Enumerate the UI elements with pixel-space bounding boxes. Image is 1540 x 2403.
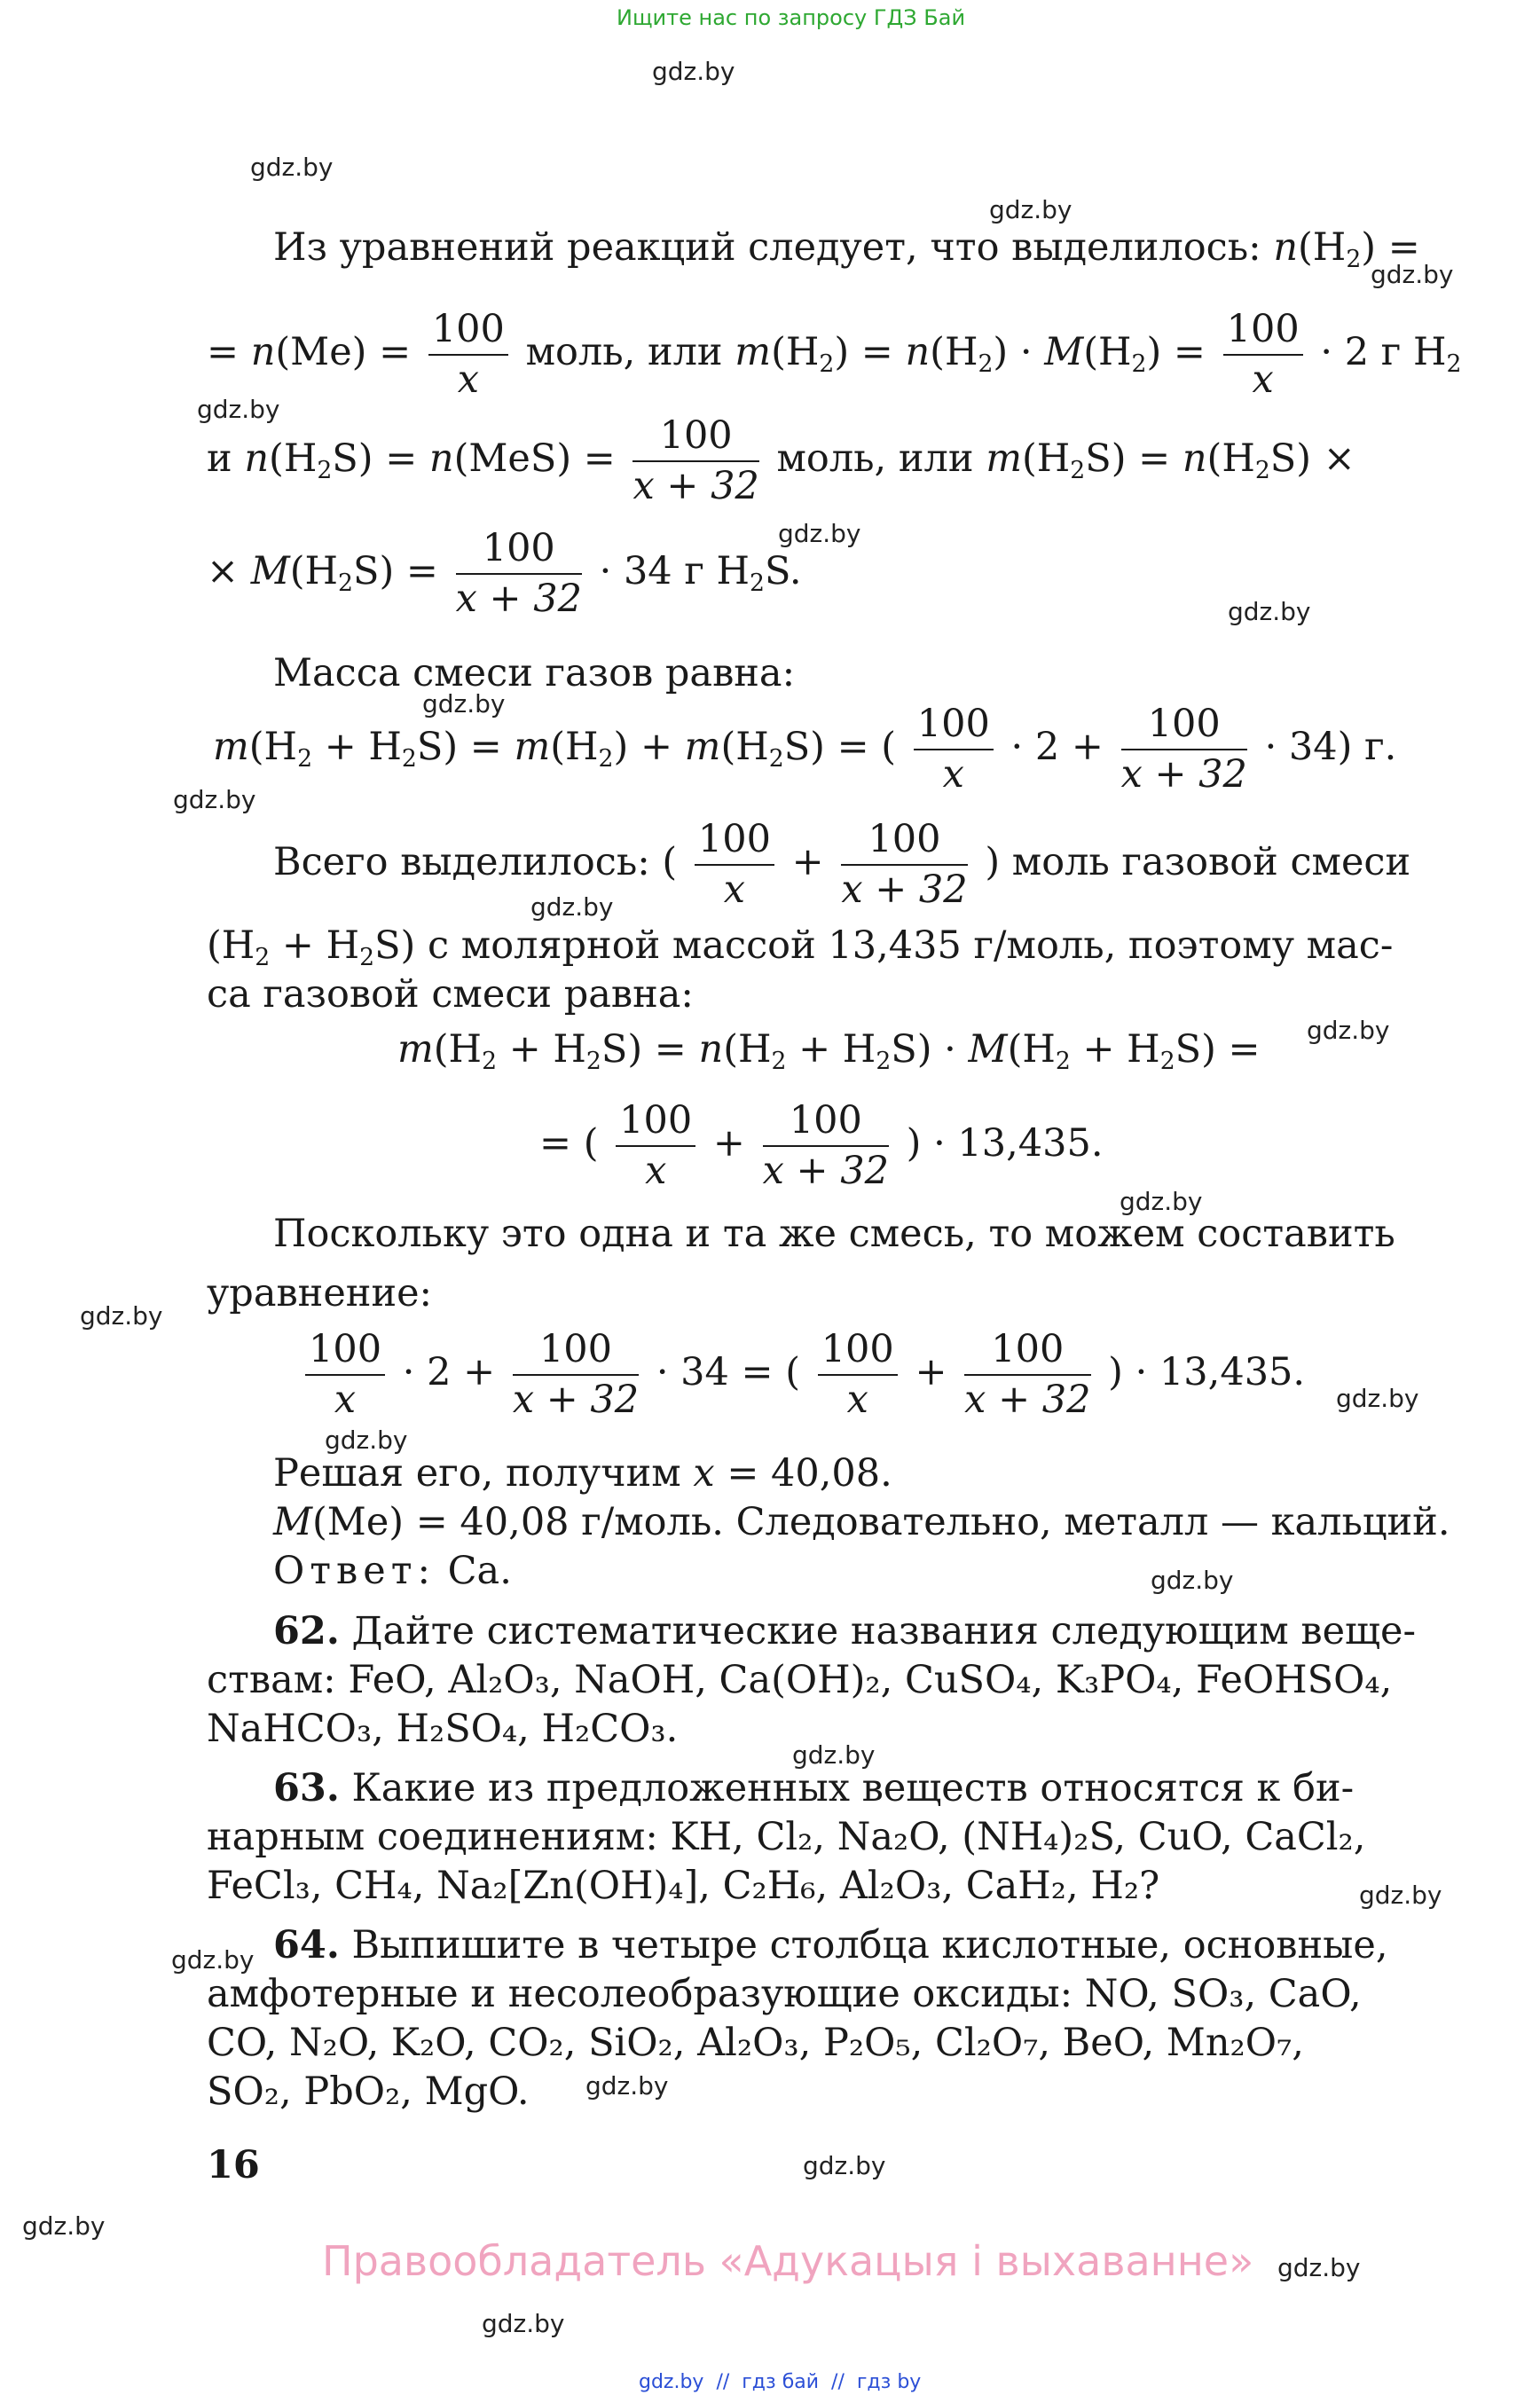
fraction: $\frac{100}{x + 32}$: [455, 526, 582, 621]
text-line: Масса смеси газов равна:: [273, 651, 796, 695]
fraction: $\frac{100}{x}$: [695, 821, 774, 909]
watermark: gdz.by: [422, 689, 506, 719]
task-63-line: 63. Какие из предложенных веществ относятся к би-: [273, 1766, 1355, 1810]
formula-line: = ( $\frac{100}{x}$ + $\frac{100}{x + 32}$ ) · 13,435.: [539, 1098, 1104, 1193]
text-line: M(Me) = 40,08 г/моль. Следовательно, металл — кальций.: [273, 1500, 1450, 1544]
watermark: gdz.by: [22, 2211, 106, 2241]
watermark: gdz.by: [250, 153, 334, 182]
watermark: gdz.by: [989, 195, 1072, 224]
page-number: 16: [207, 2143, 260, 2187]
watermark: gdz.by: [1371, 260, 1454, 289]
watermark: gdz.by: [803, 2151, 886, 2180]
task-63-line: FeCl₃, CH₄, Na₂[Zn(OH)₄], C₂H₆, Al₂O₃, CaH₂, H₂?: [207, 1864, 1160, 1908]
answer-line: Ответ: Ca.: [273, 1549, 512, 1593]
fraction: $\frac{100}{x + 32}$: [964, 1327, 1091, 1422]
formula-line: = n(Me) = $\frac{100}{x}$ моль, или $m(H_2) = n(H_2) \cdot M(H_2)$ = $\frac{100}{x}$ · 2 г $H_2$: [207, 307, 1462, 402]
fraction: $\frac{100}{x}$: [1223, 310, 1303, 399]
watermark: gdz.by: [482, 2309, 565, 2338]
watermark: gdz.by: [652, 57, 735, 86]
text-line: са газовой смеси равна:: [207, 972, 694, 1017]
task-64-line: амфотерные и несолеобразующие оксиды: NO, SO₃, CaO,: [207, 1972, 1362, 2016]
watermark: gdz.by: [778, 519, 861, 548]
text-line: $(H_2 + H_2S)$ с молярной массой 13,435 г/моль, поэтому мас-: [207, 923, 1394, 971]
task-62-line: NaHCO₃, H₂SO₄, H₂CO₃.: [207, 1707, 679, 1751]
fraction: $\frac{100}{x}$: [305, 1331, 385, 1419]
formula-line: × $M(H_2S)$ = $\frac{100}{x + 32}$ · 34 г $H_2S$.: [207, 526, 802, 621]
text-line: уравнение:: [207, 1271, 433, 1315]
watermark: gdz.by: [530, 892, 614, 922]
formula-line: Всего выделилось: ( $\frac{100}{x}$ + $\frac{100}{x + 32}$ ) моль газовой смеси: [273, 817, 1411, 912]
fraction: $\frac{100}{x + 32}$: [1120, 702, 1247, 797]
watermark: gdz.by: [1228, 597, 1311, 626]
fraction: $\frac{100}{x}$: [428, 310, 508, 399]
top-banner[interactable]: Ищите нас по запросу ГДЗ Бай: [617, 5, 966, 30]
watermark: gdz.by: [173, 785, 256, 814]
watermark: gdz.by: [1277, 2253, 1361, 2282]
fraction: $\frac{100}{x + 32}$: [762, 1098, 889, 1193]
watermark: gdz.by: [197, 395, 280, 424]
formula-line: и $n(H_2S) = n(MeS)$ = $\frac{100}{x + 32}$ моль, или $m(H_2S) = n(H_2S)$ ×: [207, 413, 1355, 508]
watermark: gdz.by: [1151, 1566, 1234, 1595]
watermark: gdz.by: [80, 1301, 163, 1331]
watermark: gdz.by: [1120, 1187, 1203, 1216]
formula-line: $m(H_2 + H_2S) = n(H_2 + H_2S) \cdot M(H_2 + H_2S)$ =: [397, 1027, 1261, 1075]
watermark: gdz.by: [1307, 1016, 1390, 1045]
task-62-line: ствам: FeO, Al₂O₃, NaOH, Ca(OH)₂, CuSO₄, K₃PO₄, FeOHSO₄,: [207, 1658, 1393, 1702]
watermark: gdz.by: [1359, 1881, 1442, 1910]
watermark: gdz.by: [585, 2071, 669, 2101]
fraction: $\frac{100}{x}$: [914, 705, 994, 794]
fraction: $\frac{100}{x + 32}$: [632, 413, 759, 508]
task-62-line: 62. Дайте систематические названия следующим веще-: [273, 1609, 1416, 1653]
watermark: gdz.by: [1336, 1384, 1419, 1413]
text-line: Из уравнений реакций следует, что выделилось: $n(H_2)$ =: [273, 225, 1420, 273]
text-line: Решая его, получим x = 40,08.: [273, 1451, 892, 1496]
fraction: $\frac{100}{x}$: [616, 1102, 695, 1190]
task-64-line: CO, N₂O, K₂O, CO₂, SiO₂, Al₂O₃, P₂O₅, Cl₂O₇, BeO, Mn₂O₇,: [207, 2021, 1304, 2065]
task-64-line: SO₂, PbO₂, MgO.: [207, 2069, 530, 2114]
fraction: $\frac{100}{x + 32}$: [512, 1327, 640, 1422]
formula-line: $\frac{100}{x}$ · 2 + $\frac{100}{x + 32}$ · 34 = ( $\frac{100}{x}$ + $\frac{100}{x + 32}$ ) · 13,435.: [300, 1331, 1305, 1419]
footer-links[interactable]: gdz.by // гдз бай // гдз by: [639, 2371, 922, 2393]
text-line: Поскольку это одна и та же смесь, то можем составить: [273, 1212, 1395, 1256]
fraction: $\frac{100}{x + 32}$: [841, 817, 968, 912]
fraction: $\frac{100}{x}$: [818, 1331, 898, 1419]
task-64-line: 64. Выпишите в четыре столбца кислотные, основные,: [273, 1923, 1388, 1967]
watermark: gdz.by: [325, 1425, 408, 1455]
watermark: gdz.by: [171, 1945, 255, 1975]
task-63-line: нарным соединениям: KH, Cl₂, Na₂O, (NH₄)₂S, CuO, CaCl₂,: [207, 1815, 1366, 1859]
watermark: gdz.by: [792, 1740, 876, 1770]
formula-line: $m(H_2 + H_2S) = m(H_2) + m(H_2S)$ = ( $\frac{100}{x}$ · 2 + $\frac{100}{x + 32}$ · 34) г.: [213, 702, 1397, 797]
copyright-notice: Правообладатель «Адукацыя і выхаванне»: [322, 2237, 1254, 2285]
